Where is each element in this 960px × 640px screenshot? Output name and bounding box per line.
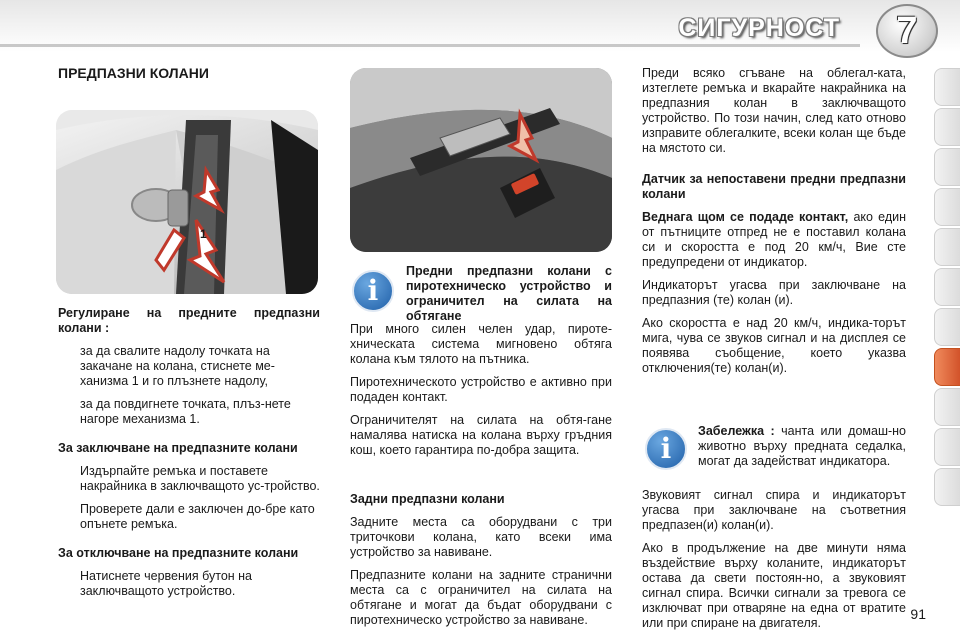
lock-heading: За заключване на предпазните колани [58,441,298,455]
chapter-tab[interactable] [934,188,960,226]
seatbelt-buckle-photo [350,68,612,252]
adjust-heading: Регулиране на предните предпазни колани : [58,306,320,335]
paragraph: Предпазните колани на задните странични места са с ограничител на силата на обтягане и могат да бъдат оборудвани с пиротехническо устройство за навиване. [350,568,612,627]
list-item: за да повдигнете точката, плъз-нете нагоре механизма 1. [80,397,291,426]
list-item: за да свалите надолу точката на закачане на колана, стиснете ме-ханизма 1 и го плъзнете надолу, [80,344,275,388]
paragraph: Звуковият сигнал спира и индикаторът угасва при заключване на съответния предпазен(и) колан(и). [642,488,906,532]
info-icon: i [352,270,394,312]
mechanism-label: 1 [200,227,207,241]
chapter-side-tabs [934,68,960,608]
chapter-number-badge: 7 [876,4,938,58]
middle-column-text [350,322,612,636]
seatbelt-height-adjust-photo [56,110,318,294]
chapter-tab[interactable] [934,388,960,426]
chapter-tab[interactable] [934,428,960,466]
paragraph: Задните места са оборудвани с три триточкови колана, като всеки има устройство за навиване. [350,515,612,559]
paragraph: Индикаторът угасва при заключване на предпазния (те) колан (и). [642,278,906,307]
page-number: 91 [910,606,926,622]
unlock-heading: За отключване на предпазните колани [58,546,299,560]
note-info-icon: i [645,428,687,470]
paragraph: Пиротехническото устройство е активно при подаден контакт. [350,375,612,404]
chapter-tab-active[interactable] [934,348,960,386]
left-column-text [58,306,320,607]
list-item: Проверете дали е заключен до-бре като опънете ремъка. [80,502,315,531]
paragraph: Ако скоростта е над 20 км/ч, индика-торът мига, чува се звуков сигнал и на дисплея се появява съобщение, което указва отключения(те) колан(и). [642,316,906,375]
right-column-text [642,66,906,384]
sensor-heading: Датчик за непоставени предни предпазни колани [642,172,906,201]
chapter-tab[interactable] [934,308,960,346]
pyrotechnic-heading: Предни предпазни колани с пиротехническо устройство и ограничител на силата на обтягане [406,264,612,323]
chapter-tab[interactable] [934,108,960,146]
pillar-illustration [56,110,318,294]
page-title: ПРЕДПАЗНИ КОЛАНИ [58,65,209,81]
note-box [698,424,906,477]
chapter-tab[interactable] [934,148,960,186]
buckle-illustration [350,68,612,252]
list-item: Натиснете червения бутон на заключващото устройство. [80,569,253,598]
chapter-tab[interactable] [934,68,960,106]
paragraph: При много силен челен удар, пироте-хническата система мигновено обтяга колана към тялото на пътника. [350,322,612,366]
left-column [58,66,320,81]
paragraph: Ако в продължение на две минути няма въздействие върху коланите, индикаторът остава да свети постоян-но, а звуковият сигнал спира. Всички сигнали за тревога се изключват при отваряне на една от вратите или при спиране на двигателя. [642,541,906,630]
rear-belts-heading: Задни предпазни колани [350,492,505,506]
chapter-tab[interactable] [934,228,960,266]
section-title: СИГУРНОСТ [678,14,840,42]
note-paragraph: Забележка : чанта или домаш-но животно върху предната седалка, могат да задействат индикатора. [698,424,906,468]
chapter-tab[interactable] [934,268,960,306]
list-item: Издърпайте ремъка и поставете накрайника в заключващото ус-тройство. [80,464,320,493]
note-label: Забележка : [698,424,775,438]
paragraph: Ограничителят на силата на обтя-гане намалява натиска на колана върху гръдния кош, което гарантира по-добра защита. [350,413,612,457]
chapter-tab[interactable] [934,468,960,506]
paragraph: Веднага щом се подаде контакт, ако един от пътниците отпред не е поставил колана си и скоростта е под 20 км/ч, Вие сте предупредени от индикатор. [642,210,907,269]
right-column-bottom [642,488,906,639]
header-line [0,44,860,47]
paragraph: Преди всяко сгъване на облегал-ката, изтеглете ремъка и вкарайте накрайника на предпазния колан в заключващото устройство. По този начин, след като отново изправите облегалките, всеки колан ще бъде на мястото си. [642,66,906,155]
